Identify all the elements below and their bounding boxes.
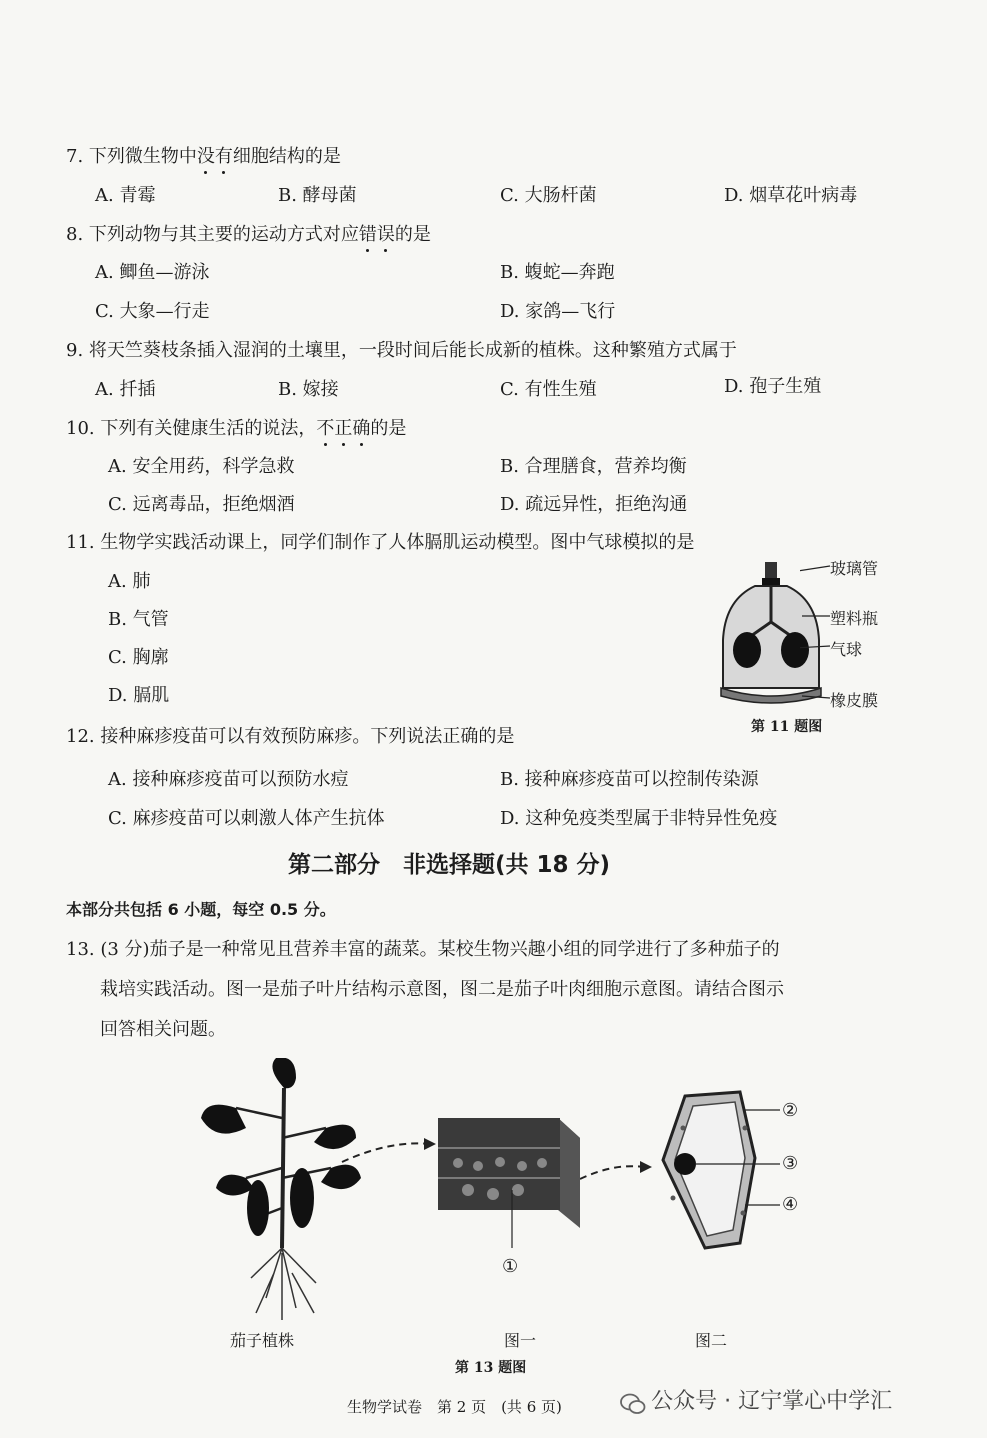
q11-option-c: C. 胸廓 (108, 647, 169, 668)
q12-option-b: B. 接种麻疹疫苗可以控制传染源 (500, 769, 759, 790)
caption-figure-1: 图一 (504, 1331, 537, 1350)
q8-option-a: A. 鲫鱼—游泳 (95, 262, 210, 283)
label-balloon: 气球 (830, 640, 863, 659)
watermark (620, 1384, 892, 1415)
q8-option-d: D. 家鸽—飞行 (500, 301, 616, 322)
q8-option-b: B. 蝮蛇—奔跑 (500, 262, 615, 283)
balloon-left (733, 632, 761, 668)
q9-option-a: A. 扦插 (95, 379, 156, 400)
marker-1: ① (502, 1256, 519, 1277)
q10-option-a: A. 安全用药，科学急救 (108, 456, 295, 477)
label-rubber-membrane: 橡皮膜 (830, 691, 879, 710)
eggplant-plant-figure (196, 1058, 366, 1328)
nucleus (674, 1153, 696, 1175)
q9-option-b: B. 嫁接 (278, 379, 339, 400)
q9-option-c: C. 有性生殖 (500, 379, 597, 400)
q7-option-c: C. 大肠杆菌 (500, 185, 597, 206)
leaf-structure-figure (428, 1108, 588, 1248)
caption-eggplant-plant: 茄子植株 (230, 1331, 295, 1350)
q7-stem: 7. 下列微生物中没有细胞结构的是 (66, 146, 341, 167)
roots (251, 1248, 316, 1320)
q9-stem: 9. 将天竺葵枝条插入湿润的土壤里，一段时间后能长成新的植株。这种繁殖方式属于 (66, 340, 737, 361)
section2-note: 本部分共包括 6 小题，每空 0.5 分。 (66, 900, 336, 919)
q11-figure-caption: 第 11 题图 (751, 719, 823, 735)
q13-line-3: 回答相关问题。 (100, 1019, 226, 1040)
section2-title: 第二部分 非选择题(共 18 分) (288, 852, 611, 878)
label-plastic-bottle: 塑料瓶 (830, 609, 879, 628)
q12-option-d: D. 这种免疫类型属于非特异性免疫 (500, 808, 778, 829)
q10-option-c: C. 远离毒品，拒绝烟酒 (108, 494, 295, 515)
q12-stem: 12. 接种麻疹疫苗可以有效预防麻疹。下列说法正确的是 (66, 726, 515, 747)
q13-line-2: 栽培实践活动。图一是茄子叶片结构示意图，图二是茄子叶肉细胞示意图。请结合图示 (100, 979, 784, 1000)
q9-option-d: D. 孢子生殖 (724, 376, 822, 397)
eggplant-fruit-left (247, 1180, 269, 1236)
caption-figure-2: 图二 (695, 1331, 728, 1350)
q10-option-d: D. 疏远异性，拒绝沟通 (500, 494, 688, 515)
q11-option-b: B. 气管 (108, 609, 169, 630)
q8-option-c: C. 大象—行走 (95, 301, 210, 322)
q10-stem: 10. 下列有关健康生活的说法，不正确的是 (66, 418, 407, 439)
q13-figure-title: 第 13 题图 (455, 1360, 527, 1376)
q7-option-d: D. 烟草花叶病毒 (724, 185, 858, 206)
q11-option-d: D. 膈肌 (108, 685, 170, 706)
watermark-text: 公众号 · 辽宁掌心中学汇 (651, 1389, 893, 1414)
q7-option-a: A. 青霉 (95, 185, 156, 206)
q10-option-b: B. 合理膳食，营养均衡 (500, 456, 687, 477)
q12-option-a: A. 接种麻疹疫苗可以预防水痘 (108, 769, 349, 790)
wechat-icon (620, 1393, 646, 1415)
eggplant-fruit-right (290, 1168, 314, 1228)
mesophyll-cell-figure (655, 1088, 795, 1253)
q8-stem: 8. 下列动物与其主要的运动方式对应错误的是 (66, 224, 431, 245)
marker-3: ③ (782, 1153, 799, 1174)
dashed-arrow-1 (340, 1130, 440, 1170)
label-glass-tube: 玻璃管 (830, 559, 879, 578)
marker-4: ④ (782, 1194, 799, 1215)
q13-line-1: 13. (3 分)茄子是一种常见且营养丰富的蔬菜。某校生物兴趣小组的同学进行了多种茄子的 (66, 939, 780, 960)
q7-option-b: B. 酵母菌 (278, 185, 357, 206)
q11-option-a: A. 肺 (108, 571, 151, 592)
q11-stem: 11. 生物学实践活动课上，同学们制作了人体膈肌运动模型。图中气球模拟的是 (66, 532, 695, 553)
page-footer: 生物学试卷 第 2 页 (共 6 页) (347, 1398, 562, 1416)
q12-option-c: C. 麻疹疫苗可以刺激人体产生抗体 (108, 808, 385, 829)
marker-2: ② (782, 1100, 799, 1121)
leaf-top (272, 1058, 296, 1088)
dashed-arrow-2 (578, 1155, 658, 1185)
